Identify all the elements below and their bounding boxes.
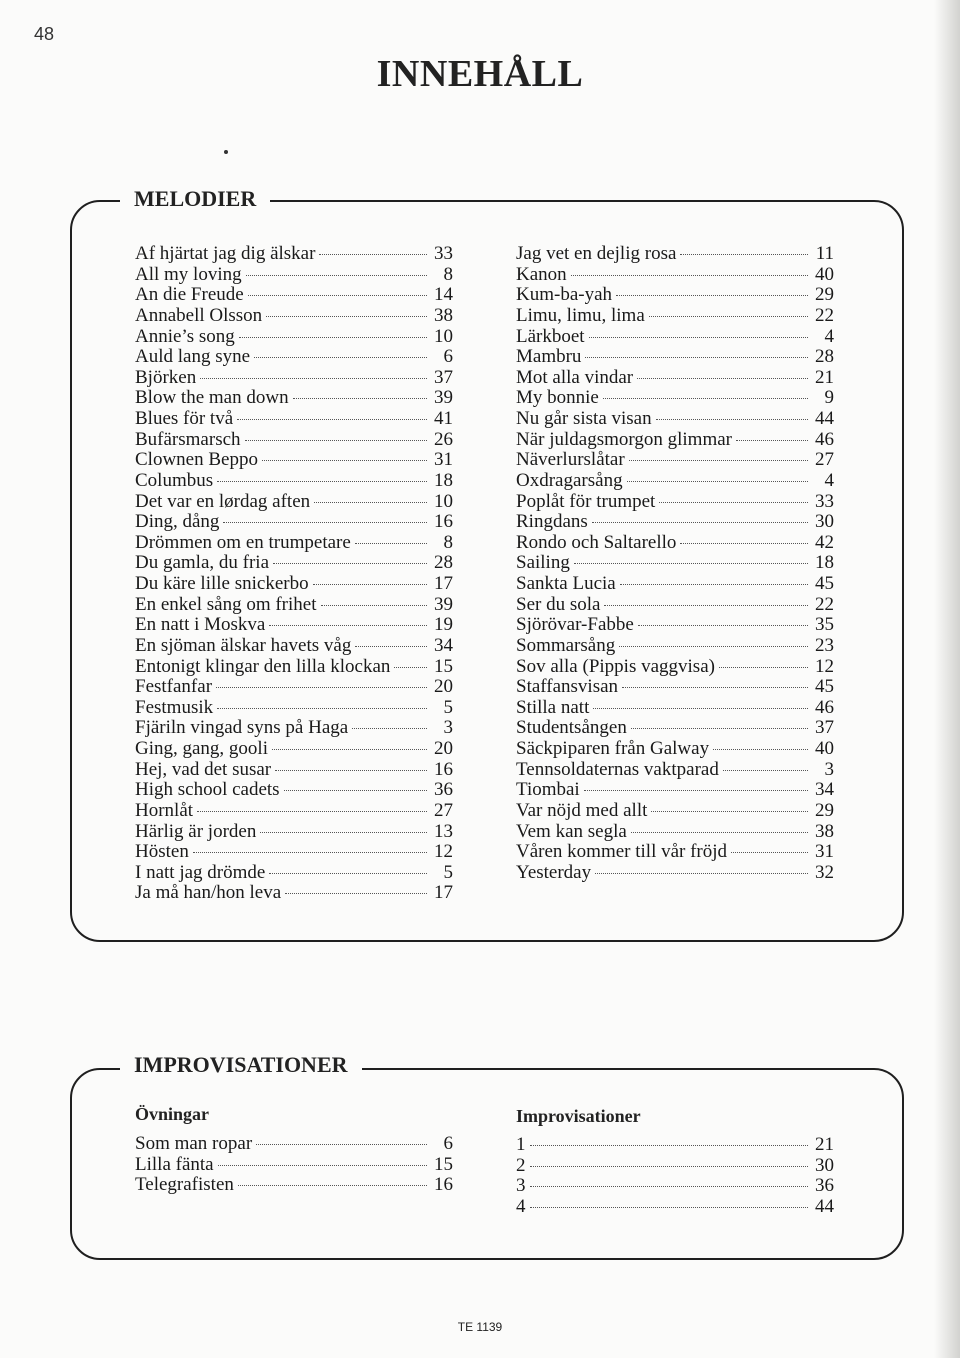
- entry-title: Ding, dång: [135, 511, 220, 533]
- toc-entry: [135, 739, 453, 760]
- dot-leader: [197, 811, 427, 812]
- dot-leader: [530, 1145, 809, 1146]
- dot-leader: [638, 625, 808, 626]
- dot-leader: [659, 502, 808, 503]
- entry-title: Sommarsång: [516, 634, 616, 656]
- entry-title: Sailing: [516, 552, 570, 574]
- toc-entry: [516, 1135, 834, 1156]
- dot-leader: [275, 770, 427, 771]
- entry-page-number: 5: [443, 696, 453, 718]
- toc-entry: [135, 801, 453, 822]
- entry-title: Clownen Beppo: [135, 449, 258, 471]
- entry-title: An die Freude: [135, 284, 244, 306]
- toc-entry: [135, 244, 453, 265]
- entry-page-number: 36: [434, 779, 453, 801]
- entry-title: Blues för två: [135, 408, 234, 429]
- dot-leader: [217, 481, 427, 482]
- entry-title: Auld lang syne: [135, 346, 251, 368]
- entry-page-number: 22: [815, 593, 834, 615]
- dot-leader: [266, 316, 427, 317]
- entry-page-number: 13: [434, 820, 453, 842]
- dot-leader: [592, 522, 808, 523]
- dot-leader: [631, 832, 808, 833]
- dot-leader: [530, 1166, 809, 1167]
- entry-title: Oxdragarsång: [516, 469, 623, 491]
- entry-page-number: 9: [824, 387, 834, 409]
- entry-title: Yesterday: [516, 861, 592, 883]
- entry-title: Vem kan segla: [516, 820, 627, 842]
- entry-page-number: 31: [434, 449, 453, 471]
- entry-page-number: 30: [815, 1154, 834, 1176]
- entry-page-number: 46: [815, 696, 834, 718]
- entry-page-number: 46: [815, 428, 834, 450]
- entry-page-number: 37: [434, 366, 453, 388]
- entry-page-number: 39: [434, 387, 453, 409]
- entry-title: Tiombai: [516, 779, 580, 801]
- entry-title: Telegrafisten: [135, 1174, 234, 1196]
- entry-title: Var nöjd med allt: [516, 799, 648, 821]
- entry-page-number: 32: [815, 861, 834, 883]
- dot-leader: [530, 1207, 809, 1208]
- entry-title: Mot alla vindar: [516, 366, 634, 388]
- dot-leader: [293, 398, 427, 399]
- entry-page-number: 38: [815, 820, 834, 842]
- dot-leader: [736, 440, 808, 441]
- entry-page-number: 34: [815, 779, 834, 801]
- toc-entry: [135, 409, 453, 430]
- entry-title: Rondo och Saltarello: [516, 531, 677, 553]
- toc-entry: [135, 512, 453, 533]
- entry-title: Du käre lille snickerbo: [135, 573, 309, 594]
- dot-leader: [622, 687, 808, 688]
- dot-leader: [680, 543, 808, 544]
- toc-entry: [516, 409, 834, 430]
- entry-title: Det var en lørdag aften: [135, 490, 311, 512]
- dot-leader: [656, 419, 808, 420]
- entry-page-number: 34: [434, 634, 453, 656]
- dot-leader: [321, 605, 427, 606]
- toc-entry: [516, 492, 834, 513]
- dot-leader: [731, 852, 808, 853]
- toc-entry: [516, 574, 834, 595]
- entry-title: Sjörövar-Fabbe: [516, 614, 634, 636]
- dot-leader: [237, 419, 427, 420]
- entry-title: Limu, limu, lima: [516, 304, 645, 326]
- toc-entry: [135, 1155, 453, 1176]
- improvisationer-heading: IMPROVISATIONER: [120, 1052, 362, 1078]
- dot-leader: [193, 852, 427, 853]
- entry-page-number: 28: [434, 552, 453, 574]
- dot-leader: [273, 563, 427, 564]
- toc-entry: [516, 368, 834, 389]
- dot-leader: [239, 337, 427, 338]
- toc-entry: [135, 306, 453, 327]
- entry-title: Kanon: [516, 263, 567, 285]
- dot-leader: [616, 295, 808, 296]
- dot-leader: [223, 522, 427, 523]
- toc-entry: [135, 450, 453, 471]
- entry-page-number: 28: [815, 346, 834, 368]
- entry-title: Annabell Olsson: [135, 304, 263, 326]
- toc-entry: [135, 533, 453, 554]
- dot-leader: [272, 749, 427, 750]
- toc-entry: [135, 615, 453, 636]
- entry-page-number: 31: [815, 841, 834, 863]
- dot-leader: [649, 316, 808, 317]
- entry-title: Lärkboet: [516, 325, 585, 347]
- entry-page-number: 40: [815, 738, 834, 759]
- entry-title: Nu går sista visan: [516, 408, 652, 429]
- dot-leader: [269, 625, 427, 626]
- entry-title: Bufärsmarsch: [135, 428, 241, 450]
- dot-leader: [217, 708, 427, 709]
- entry-title: Sov alla (Pippis vaggvisa): [516, 655, 715, 677]
- entry-title: My bonnie: [516, 387, 599, 409]
- toc-entry: [135, 883, 453, 904]
- dot-leader: [680, 254, 808, 255]
- entry-title: Poplåt för trumpet: [516, 490, 656, 512]
- toc-entry: [135, 368, 453, 389]
- toc-entry: [135, 657, 453, 678]
- toc-entry: [135, 285, 453, 306]
- entry-title: I natt jag drömde: [135, 861, 266, 883]
- dot-leader: [260, 832, 427, 833]
- toc-entry: [516, 265, 834, 286]
- toc-entry: [135, 636, 453, 657]
- entry-title: Stilla natt: [516, 696, 590, 718]
- entry-page-number: 8: [443, 531, 453, 553]
- toc-entry: [516, 822, 834, 843]
- toc-entry: [135, 265, 453, 286]
- toc-entry: [516, 306, 834, 327]
- toc-entry: [135, 595, 453, 616]
- toc-entry: [516, 327, 834, 348]
- entry-page-number: 27: [815, 449, 834, 471]
- entry-page-number: 23: [815, 634, 834, 656]
- entry-page-number: 33: [434, 243, 453, 264]
- entry-page-number: 29: [815, 284, 834, 306]
- toc-entry: [516, 553, 834, 574]
- toc-entry: [516, 739, 834, 760]
- entry-title: Kum-ba-yah: [516, 284, 613, 306]
- entry-title: 2: [516, 1154, 526, 1176]
- entry-page-number: 30: [815, 511, 834, 533]
- toc-entry: [516, 863, 834, 884]
- dot-leader: [355, 646, 427, 647]
- entry-title: En enkel sång om frihet: [135, 593, 317, 615]
- entry-page-number: 44: [815, 1195, 834, 1217]
- dot-leader: [313, 584, 427, 585]
- dot-leader: [269, 873, 427, 874]
- entry-title: Staffansvisan: [516, 676, 619, 698]
- toc-entry: [135, 698, 453, 719]
- toc-entry: [135, 842, 453, 863]
- toc-entry: [135, 347, 453, 368]
- toc-entry: [135, 1175, 453, 1196]
- entry-page-number: 17: [434, 573, 453, 594]
- dot-leader: [604, 605, 808, 606]
- toc-entry: [135, 492, 453, 513]
- entry-page-number: 44: [815, 408, 834, 429]
- dot-leader: [285, 893, 427, 894]
- entry-page-number: 3: [443, 717, 453, 739]
- toc-entry: [516, 842, 834, 863]
- dot-leader: [595, 873, 808, 874]
- melodier-left-column: [135, 244, 453, 904]
- dot-leader: [627, 481, 808, 482]
- toc-entry: [135, 780, 453, 801]
- toc-entry: [516, 615, 834, 636]
- entry-page-number: 21: [815, 366, 834, 388]
- entry-page-number: 17: [434, 882, 453, 904]
- entry-page-number: 16: [434, 1174, 453, 1196]
- entry-title: Blow the man down: [135, 387, 289, 409]
- entry-page-number: 18: [434, 469, 453, 491]
- entry-title: En sjöman älskar havets våg: [135, 634, 352, 656]
- entry-title: Drömmen om en trumpetare: [135, 531, 351, 553]
- dot-leader: [713, 749, 808, 750]
- entry-page-number: 22: [815, 304, 834, 326]
- entry-page-number: 6: [443, 346, 453, 368]
- entry-page-number: 16: [434, 511, 453, 533]
- toc-entry: [516, 533, 834, 554]
- entry-title: Ging, gang, gooli: [135, 738, 268, 759]
- dot-leader: [585, 357, 808, 358]
- entry-title: Sankta Lucia: [516, 573, 616, 594]
- dot-leader: [254, 357, 427, 358]
- entry-page-number: 8: [443, 263, 453, 285]
- entry-page-number: 12: [815, 655, 834, 677]
- dot-leader: [530, 1186, 809, 1187]
- entry-title: All my loving: [135, 263, 242, 285]
- entry-page-number: 19: [434, 614, 453, 636]
- entry-title: High school cadets: [135, 779, 280, 801]
- entry-title: Som man ropar: [135, 1133, 253, 1154]
- dot-leader: [284, 790, 427, 791]
- entry-title: Du gamla, du fria: [135, 552, 270, 574]
- toc-entry: [516, 780, 834, 801]
- dot-leader: [248, 295, 427, 296]
- toc-entry: [135, 760, 453, 781]
- entry-page-number: 38: [434, 304, 453, 326]
- dot-leader: [218, 1165, 427, 1166]
- toc-entry: [516, 1156, 834, 1177]
- dot-leader: [584, 790, 808, 791]
- entry-page-number: 4: [824, 325, 834, 347]
- entry-page-number: 20: [434, 738, 453, 759]
- dot-leader: [571, 275, 808, 276]
- entry-page-number: 15: [434, 1153, 453, 1175]
- entry-page-number: 20: [434, 676, 453, 698]
- dot-leader: [593, 708, 808, 709]
- dot-leader: [651, 811, 808, 812]
- entry-page-number: 41: [434, 408, 453, 429]
- melodier-right-column: [516, 244, 834, 883]
- dot-leader: [589, 337, 808, 338]
- dot-leader: [719, 667, 808, 668]
- entry-page-number: 21: [815, 1134, 834, 1155]
- entry-page-number: 45: [815, 676, 834, 698]
- entry-title: Hornlåt: [135, 799, 194, 821]
- toc-entry: [516, 636, 834, 657]
- entry-page-number: 29: [815, 799, 834, 821]
- toc-entry: [516, 244, 834, 265]
- entry-title: Ja må han/hon leva: [135, 882, 282, 904]
- entry-title: Jag vet en dejlig rosa: [516, 243, 677, 264]
- entry-title: Festfanfar: [135, 676, 213, 698]
- entry-page-number: 15: [434, 655, 453, 677]
- entry-title: Björken: [135, 366, 197, 388]
- toc-entry: [135, 388, 453, 409]
- ovningar-heading: Övningar: [135, 1104, 210, 1124]
- dot-leader: [314, 502, 427, 503]
- entry-title: 1: [516, 1134, 526, 1155]
- toc-entry: [516, 677, 834, 698]
- toc-entry: [135, 471, 453, 492]
- stray-dot: [224, 150, 228, 154]
- entry-page-number: 3: [824, 758, 834, 780]
- entry-title: När juldagsmorgon glimmar: [516, 428, 733, 450]
- dot-leader: [394, 667, 427, 668]
- toc-entry: [135, 863, 453, 884]
- toc-entry: [516, 718, 834, 739]
- dot-leader: [603, 398, 808, 399]
- entry-title: Våren kommer till vår fröjd: [516, 841, 728, 863]
- toc-entry: [516, 698, 834, 719]
- entry-title: Tennsoldaternas vaktparad: [516, 758, 719, 780]
- entry-page-number: 10: [434, 325, 453, 347]
- entry-title: Hej, vad det susar: [135, 758, 272, 780]
- entry-title: Fjäriln vingad syns på Haga: [135, 717, 349, 739]
- dot-leader: [637, 378, 808, 379]
- page-title: INNEHÅLL: [376, 53, 584, 95]
- toc-entry: [516, 430, 834, 451]
- improvisationer-subheading: Improvisationer: [516, 1106, 641, 1126]
- entry-title: Entonigt klingar den lilla klockan: [135, 655, 391, 677]
- dot-leader: [574, 563, 808, 564]
- entry-page-number: 40: [815, 263, 834, 285]
- toc-entry: [135, 718, 453, 739]
- dot-leader: [352, 728, 427, 729]
- dot-leader: [631, 728, 808, 729]
- dot-leader: [246, 275, 427, 276]
- page-number: 48: [34, 24, 55, 44]
- toc-entry: [516, 760, 834, 781]
- entry-title: Columbus: [135, 469, 214, 491]
- toc-entry: [516, 388, 834, 409]
- entry-page-number: 42: [815, 531, 834, 553]
- toc-entry: [135, 430, 453, 451]
- dot-leader: [619, 646, 808, 647]
- dot-leader: [319, 254, 427, 255]
- toc-entry: [516, 285, 834, 306]
- entry-page-number: 5: [443, 861, 453, 883]
- entry-page-number: 35: [815, 614, 834, 636]
- dot-leader: [200, 378, 427, 379]
- entry-title: Näverlurslåtar: [516, 449, 625, 471]
- book-spine-shadow: [934, 0, 960, 1358]
- improvisationer-column: [516, 1135, 834, 1218]
- toc-entry: [516, 512, 834, 533]
- catalog-code: TE 1139: [457, 1320, 503, 1334]
- entry-title: Ser du sola: [516, 593, 601, 615]
- entry-page-number: 10: [434, 490, 453, 512]
- entry-page-number: 26: [434, 428, 453, 450]
- ovningar-column: [135, 1134, 453, 1196]
- entry-title: Mambru: [516, 346, 582, 368]
- dot-leader: [620, 584, 808, 585]
- entry-page-number: 39: [434, 593, 453, 615]
- toc-entry: [135, 1134, 453, 1155]
- entry-page-number: 37: [815, 717, 834, 739]
- toc-entry: [135, 553, 453, 574]
- entry-title: 3: [516, 1175, 526, 1197]
- toc-entry: [516, 1176, 834, 1197]
- entry-title: Af hjärtat jag dig älskar: [135, 243, 316, 264]
- entry-page-number: 16: [434, 758, 453, 780]
- entry-page-number: 12: [434, 841, 453, 863]
- dot-leader: [216, 687, 427, 688]
- entry-title: Säckpiparen från Galway: [516, 738, 710, 759]
- entry-title: Lilla fänta: [135, 1153, 214, 1175]
- toc-entry: [516, 1197, 834, 1218]
- dot-leader: [355, 543, 427, 544]
- entry-page-number: 33: [815, 490, 834, 512]
- entry-page-number: 18: [815, 552, 834, 574]
- entry-title: En natt i Moskva: [135, 614, 266, 636]
- melodier-heading: MELODIER: [120, 186, 270, 212]
- entry-page-number: 6: [443, 1133, 453, 1154]
- entry-title: Ringdans: [516, 511, 588, 533]
- entry-page-number: 11: [815, 243, 834, 264]
- entry-title: Hösten: [135, 841, 189, 863]
- entry-title: Studentsången: [516, 717, 627, 739]
- entry-page-number: 27: [434, 799, 453, 821]
- dot-leader: [245, 440, 427, 441]
- dot-leader: [256, 1144, 427, 1145]
- entry-page-number: 14: [434, 284, 453, 306]
- toc-entry: [516, 801, 834, 822]
- entry-page-number: 45: [815, 573, 834, 594]
- entry-title: Härlig är jorden: [135, 820, 257, 842]
- dot-leader: [723, 770, 808, 771]
- toc-entry: [516, 595, 834, 616]
- entry-title: Annie’s song: [135, 325, 235, 347]
- entry-page-number: 4: [824, 469, 834, 491]
- entry-title: Festmusik: [135, 696, 214, 718]
- toc-entry: [516, 450, 834, 471]
- toc-entry: [135, 327, 453, 348]
- toc-entry: [516, 347, 834, 368]
- dot-leader: [629, 460, 808, 461]
- toc-entry: [135, 574, 453, 595]
- entry-page-number: 36: [815, 1175, 834, 1197]
- toc-entry: [135, 822, 453, 843]
- toc-entry: [516, 657, 834, 678]
- dot-leader: [262, 460, 427, 461]
- entry-title: 4: [516, 1195, 526, 1217]
- toc-entry: [516, 471, 834, 492]
- toc-entry: [135, 677, 453, 698]
- dot-leader: [238, 1185, 427, 1186]
